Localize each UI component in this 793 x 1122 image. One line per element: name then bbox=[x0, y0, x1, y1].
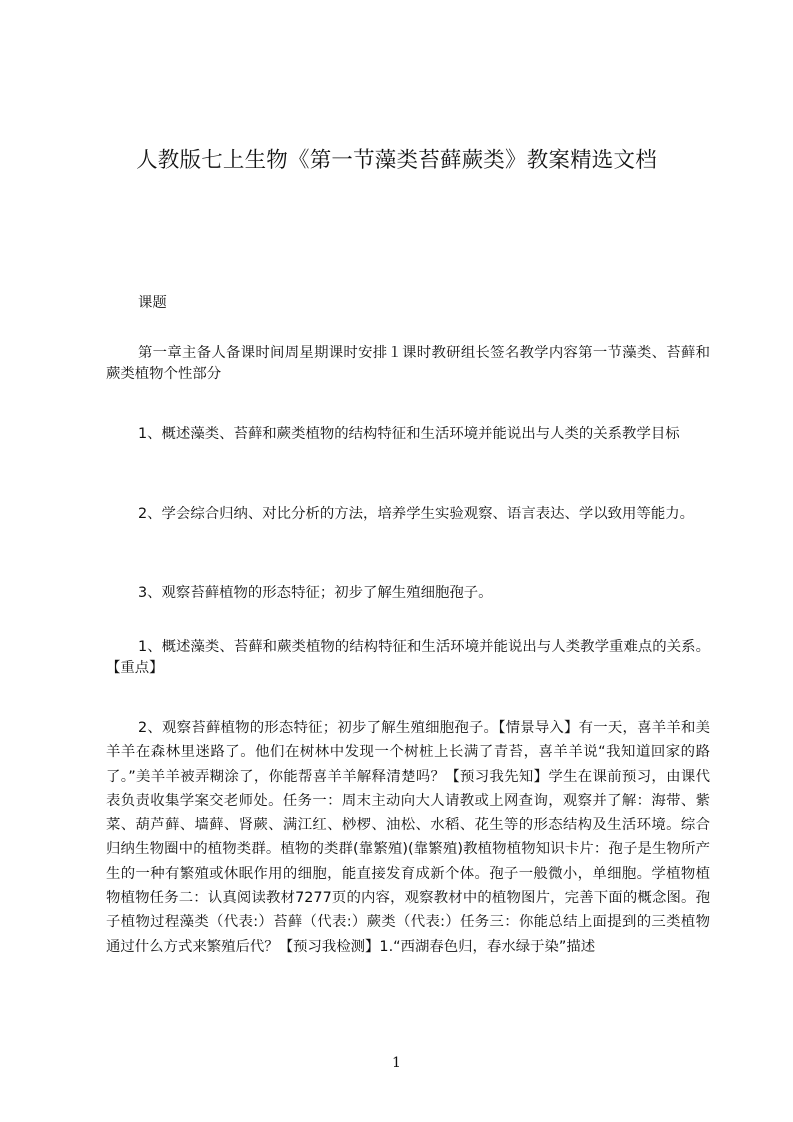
paragraph-objective-1: 1、概述藻类、苔藓和蕨类植物的结构特征和生活环境并能说出与人类的关系教学目标 bbox=[138, 426, 680, 442]
page-number: 1 bbox=[392, 1055, 401, 1071]
paragraph-objective-3: 3、观察苔藓植物的形态特征；初步了解生殖细胞孢子。 bbox=[138, 585, 493, 601]
document-title: 人教版七上生物《第一节藻类苔藓蕨类》教案精选文档 bbox=[136, 148, 657, 173]
paragraph-lesson-body: 2、观察苔藓植物的形态特征；初步了解生殖细胞孢子。【情景导入】有一天，喜羊羊和美羊羊在森林里迷路了。他们在树林中发现一个树桩上长满了青苔，喜羊羊说“我知道回家的路了。”美羊羊被弄糊涂了，你能帮喜羊羊解释清楚吗？【预习我先知】学生在课前预习，由课代表负责收集学案交老师处。任务一：周末主动向大人请教或上网查询，观察并了解：海带、紫菜、葫芦藓、墙藓、肾蕨、满江红、桫椤、油松、水稻、花生等的形态结构及生活环境。综合归纳生物圈中的植物类群。植物的类群(靠繁殖)(靠繁殖)教植物植物知识卡片：孢子是生物所产生的一种有繁殖或休眠作用的细胞，能直接发育成新个体。孢子一般微小，单细胞。学植物植物植物任务二：认真阅读教材7277页的内容，观察教材中的植物图片，完善下面的概念图。孢子植物过程藻类（代表:）苔藓（代表:）蕨类（代表:）任务三：你能总结上面提到的三类植物通过什么方式来繁殖后代？【预习我检测】1.“西湖春色归，春水绿于染”描述 bbox=[106, 720, 710, 955]
section-label-keti: 课题 bbox=[138, 295, 167, 311]
paragraph-course-info: 第一章主备人备课时间周星期课时安排１课时教研组长签名教学内容第一节藻类、苔藓和蕨类植物个性部分 bbox=[106, 345, 710, 382]
paragraph-key-point: 1、概述藻类、苔藓和蕨类植物的结构特征和生活环境并能说出与人类教学重难点的关系。【重点】 bbox=[106, 639, 710, 676]
paragraph-objective-2: 2、学会综合归纳、对比分析的方法，培养学生实验观察、语言表达、学以致用等能力。 bbox=[138, 506, 695, 522]
